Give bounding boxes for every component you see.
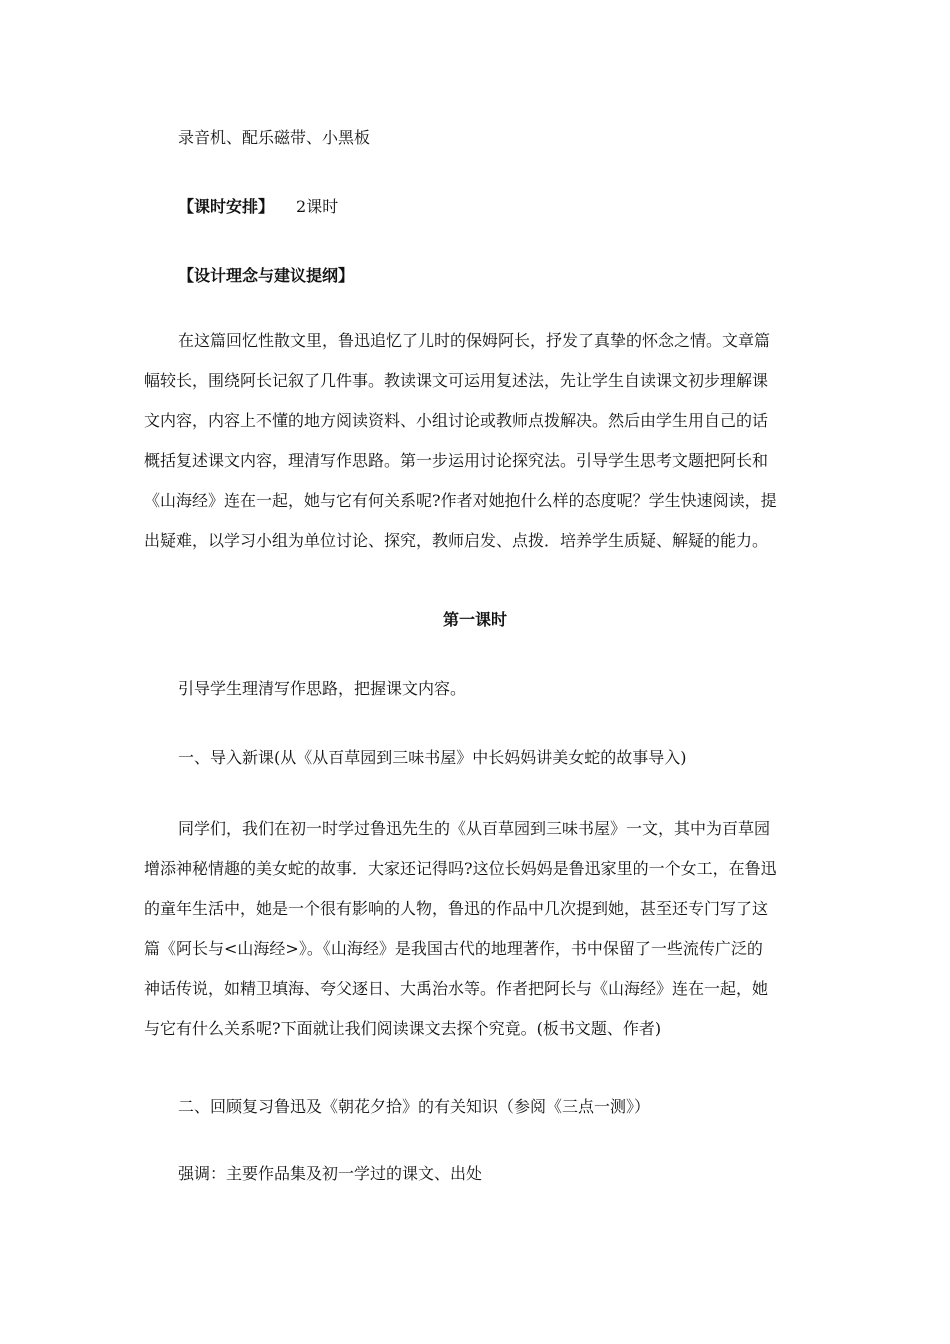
section-one-paragraph-line: 的童年生活中，她是一个很有影响的人物，鲁迅的作品中几次提到她，甚至还专门写了这: [144, 899, 769, 918]
lesson-one-goal: 引导学生理清写作思路，把握课文内容。: [178, 679, 467, 698]
design-paragraph-line: 文内容，内容上不懂的地方阅读资料、小组讨论或教师点拨解决。然后由学生用自己的话: [144, 411, 769, 430]
schedule-line: [178, 197, 338, 217]
schedule-label: 【课时安排】: [178, 197, 275, 216]
design-paragraph: [144, 321, 809, 561]
design-heading: 【设计理念与建议提纲】: [178, 266, 355, 285]
emphasis-line: 强调：主要作品集及初一学过的课文、出处: [178, 1164, 483, 1183]
design-paragraph-line: 概括复述课文内容，理清写作思路。第一步运用讨论探究法。引导学生思考文题把阿长和: [144, 451, 769, 470]
design-paragraph-line: 幅较长，围绕阿长记叙了几件事。教读课文可运用复述法，先让学生自读课文初步理解课: [144, 371, 769, 390]
section-one-paragraph: [144, 809, 809, 1049]
design-paragraph-line: 出疑难，以学习小组为单位讨论、探究，教师启发、点拨．培养学生质疑、解疑的能力。: [144, 531, 769, 550]
section-one-paragraph-line: 篇《阿长与<山海经>》。《山海经》是我国古代的地理著作，书中保留了一些流传广泛的: [144, 939, 763, 958]
design-paragraph-line: 在这篇回忆性散文里，鲁迅追忆了儿时的保姆阿长，抒发了真挚的怀念之情。文章篇: [178, 331, 771, 350]
section-two-heading: 二、回顾复习鲁迅及《朝花夕拾》的有关知识（参阅《三点一测》）: [178, 1097, 651, 1116]
section-one-paragraph-line: 同学们，我们在初一时学过鲁迅先生的《从百草园到三味书屋》一文，其中为百草园: [178, 819, 771, 838]
design-paragraph-line: 《山海经》连在一起，她与它有何关系呢?作者对她抱什么样的态度呢？学生快速阅读，提: [144, 491, 777, 510]
lesson-one-title: 第一课时: [442, 610, 507, 629]
section-one-paragraph-line: 神话传说，如精卫填海、夸父逐日、大禹治水等。作者把阿长与《山海经》连在一起，她: [144, 979, 769, 998]
materials-line: 录音机、配乐磁带、小黑板: [178, 128, 371, 147]
schedule-value: 2课时: [296, 197, 339, 216]
section-one-paragraph-line: 与它有什么关系呢?下面就让我们阅读课文去探个究竟。(板书文题、作者): [144, 1019, 662, 1038]
section-one-paragraph-line: 增添神秘情趣的美女蛇的故事．大家还记得吗?这位长妈妈是鲁迅家里的一个女工，在鲁迅: [144, 859, 777, 878]
section-one-heading: 一、导入新课(从《从百草园到三味书屋》中长妈妈讲美女蛇的故事导入): [178, 748, 687, 767]
